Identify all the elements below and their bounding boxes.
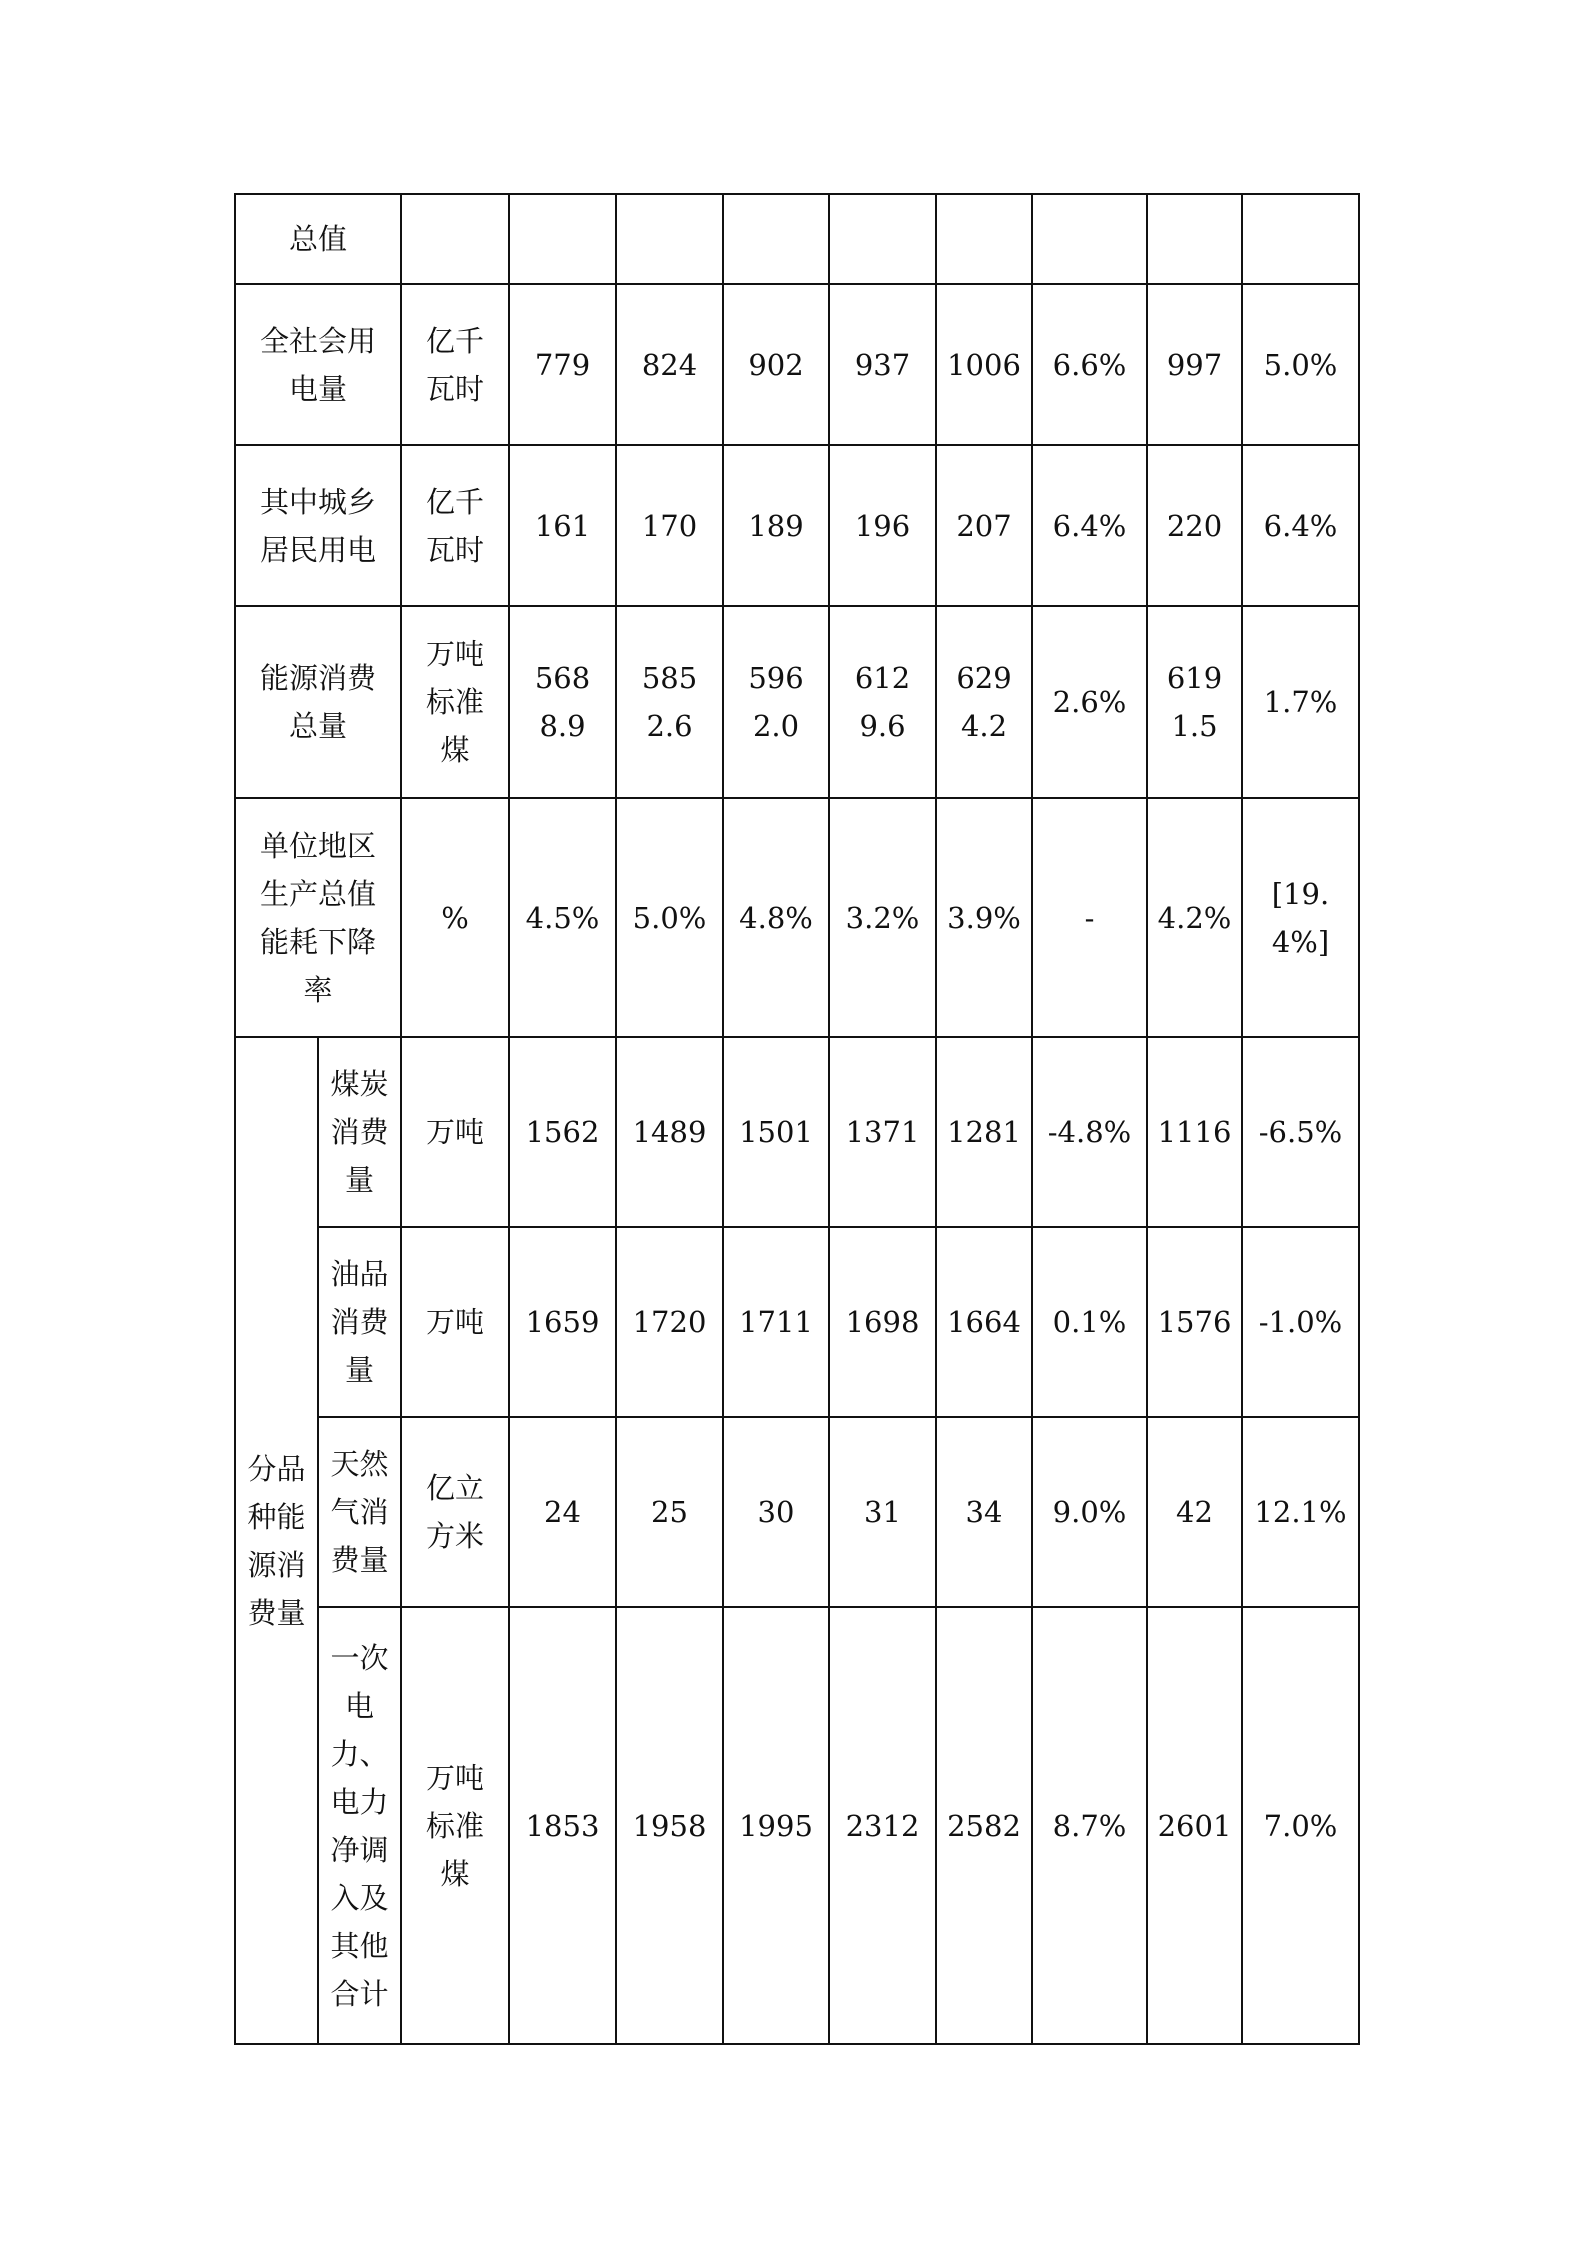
value-cell: 1501 [723, 1037, 829, 1227]
row-name: 一次电力、电力净调入及其他合计 [318, 1607, 401, 2044]
value-cell: - [1032, 798, 1147, 1037]
value-cell: 30 [723, 1417, 829, 1607]
value-cell [723, 194, 829, 284]
value-cell [1147, 194, 1242, 284]
value-cell: 196 [829, 445, 936, 606]
value-cell: 7.0% [1242, 1607, 1359, 2044]
row-name: 油品消费量 [318, 1227, 401, 1417]
value-cell: 6.4% [1032, 445, 1147, 606]
value-cell [616, 194, 723, 284]
table-row [235, 194, 1359, 284]
value-cell: 1562 [509, 1037, 616, 1227]
value-cell: 207 [936, 445, 1032, 606]
table-row [235, 1037, 1359, 1227]
row-name: 能源消费总量 [235, 606, 401, 798]
value-cell: 824 [616, 284, 723, 445]
row-unit: 万吨 [401, 1227, 509, 1417]
value-cell: 4.5% [509, 798, 616, 1037]
value-cell: 1006 [936, 284, 1032, 445]
value-cell: 1576 [1147, 1227, 1242, 1417]
table-row [235, 284, 1359, 445]
row-name: 其中城乡居民用电 [235, 445, 401, 606]
value-cell: 1711 [723, 1227, 829, 1417]
value-cell: 1489 [616, 1037, 723, 1227]
row-unit: 万吨标准煤 [401, 1607, 509, 2044]
value-cell [509, 194, 616, 284]
value-cell [829, 194, 936, 284]
row-unit: 亿千瓦时 [401, 284, 509, 445]
row-name: 天然气消费量 [318, 1417, 401, 1607]
value-cell: 4.2% [1147, 798, 1242, 1037]
value-cell: 6.4% [1242, 445, 1359, 606]
value-cell: 189 [723, 445, 829, 606]
value-cell: 6294.2 [936, 606, 1032, 798]
value-cell: 5962.0 [723, 606, 829, 798]
row-unit: 亿千瓦时 [401, 445, 509, 606]
value-cell: 1664 [936, 1227, 1032, 1417]
table-row [235, 606, 1359, 798]
row-name: 总值 [235, 194, 401, 284]
value-cell: 2.6% [1032, 606, 1147, 798]
table-row [235, 1227, 1359, 1417]
value-cell: 2312 [829, 1607, 936, 2044]
table-row [235, 1417, 1359, 1607]
value-cell [936, 194, 1032, 284]
value-cell [1032, 194, 1147, 284]
value-cell: 1698 [829, 1227, 936, 1417]
value-cell: -1.0% [1242, 1227, 1359, 1417]
value-cell: 220 [1147, 445, 1242, 606]
value-cell: -4.8% [1032, 1037, 1147, 1227]
table-row [235, 445, 1359, 606]
value-cell: 42 [1147, 1417, 1242, 1607]
value-cell: 0.1% [1032, 1227, 1147, 1417]
value-cell: 1.7% [1242, 606, 1359, 798]
value-cell: 5.0% [616, 798, 723, 1037]
value-cell: 24 [509, 1417, 616, 1607]
value-cell: 937 [829, 284, 936, 445]
value-cell: 779 [509, 284, 616, 445]
row-name: 单位地区生产总值能耗下降率 [235, 798, 401, 1037]
row-unit: 万吨标准煤 [401, 606, 509, 798]
value-cell: 12.1% [1242, 1417, 1359, 1607]
row-name: 全社会用电量 [235, 284, 401, 445]
energy-table [234, 193, 1360, 2045]
value-cell: 6.6% [1032, 284, 1147, 445]
value-cell: 161 [509, 445, 616, 606]
value-cell: [19.4%] [1242, 798, 1359, 1037]
value-cell: 1281 [936, 1037, 1032, 1227]
value-cell: 5852.6 [616, 606, 723, 798]
value-cell: 31 [829, 1417, 936, 1607]
value-cell: 170 [616, 445, 723, 606]
value-cell: 6191.5 [1147, 606, 1242, 798]
value-cell: 1720 [616, 1227, 723, 1417]
value-cell: 2601 [1147, 1607, 1242, 2044]
value-cell: 1116 [1147, 1037, 1242, 1227]
value-cell: 8.7% [1032, 1607, 1147, 2044]
row-unit [401, 194, 509, 284]
row-name: 煤炭消费量 [318, 1037, 401, 1227]
row-unit: 亿立方米 [401, 1417, 509, 1607]
value-cell: 2582 [936, 1607, 1032, 2044]
value-cell: 1958 [616, 1607, 723, 2044]
value-cell: 1371 [829, 1037, 936, 1227]
value-cell: 3.2% [829, 798, 936, 1037]
value-cell: 3.9% [936, 798, 1032, 1037]
value-cell: 9.0% [1032, 1417, 1147, 1607]
value-cell: 5688.9 [509, 606, 616, 798]
value-cell: 1659 [509, 1227, 616, 1417]
table-row [235, 798, 1359, 1037]
value-cell: 34 [936, 1417, 1032, 1607]
value-cell: -6.5% [1242, 1037, 1359, 1227]
value-cell: 6129.6 [829, 606, 936, 798]
table-row [235, 1607, 1359, 2044]
value-cell [1242, 194, 1359, 284]
value-cell: 1853 [509, 1607, 616, 2044]
value-cell: 25 [616, 1417, 723, 1607]
value-cell: 902 [723, 284, 829, 445]
value-cell: 1995 [723, 1607, 829, 2044]
value-cell: 5.0% [1242, 284, 1359, 445]
value-cell: 4.8% [723, 798, 829, 1037]
value-cell: 997 [1147, 284, 1242, 445]
row-unit: % [401, 798, 509, 1037]
group-label: 分品种能源消费量 [235, 1037, 318, 2044]
row-unit: 万吨 [401, 1037, 509, 1227]
